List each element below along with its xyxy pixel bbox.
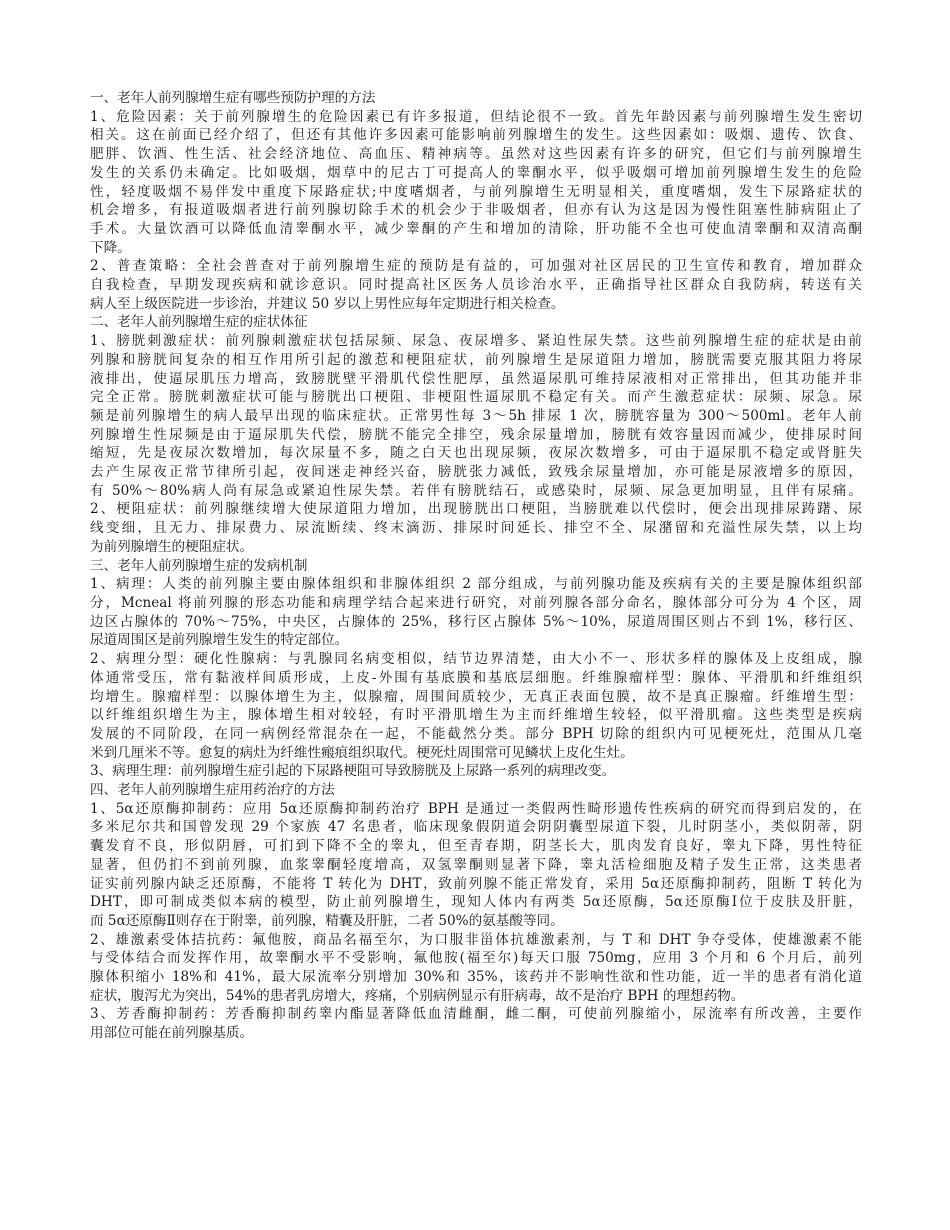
text-line: 性，轻度吸烟不易伴发中重度下尿路症状;中度嗜烟者，与前列腺增生无明显相关，重度嗜烟，发生下尿路症状的 [90, 183, 862, 200]
text-line: DHT，即可制成类似本病的模型，防止前列腺增生，现知人体内有两类 5α还原酶，5α还原酶Ⅰ位于皮肤及肝脏， [90, 894, 862, 911]
text-line: 用部位可能在前列腺基质。 [90, 1025, 254, 1042]
text-line: 线变细，且无力、排尿费力、尿流断续、终末滴沥、排尿时间延长、排空不全、尿潴留和充溢性尿失禁，以上均 [90, 520, 862, 537]
text-line: 发生的关系仍未确定。比如吸烟，烟草中的尼古丁可提高人的睾酮水平，似乎吸烟可增加前列腺增生发生的危险 [90, 164, 862, 181]
text-line: 2、雄激素受体拮抗药：氟他胺，商品名福至尔，为口服非甾体抗雄激素剂，与 T 和 DHT 争夺受体，使雄激素不能 [90, 931, 862, 948]
text-line: 有 50%～80%病人尚有尿急或紧迫性尿失禁。若伴有膀胱结石，或感染时，尿频、尿急更加明显，且伴有尿痛。 [90, 482, 862, 499]
text-line: 以纤维组织增生为主，腺体增生相对较轻，有时平滑肌增生为主而纤维增生较轻，似平滑肌瘤。这些类型是疾病 [90, 707, 862, 724]
text-line: 2、普查策略：全社会普查对于前列腺增生症的预防是有益的，可加强对社区居民的卫生宣传和教育，增加群众 [90, 258, 862, 275]
text-line: 1、病理：人类的前列腺主要由腺体组织和非腺体组织 2 部分组成，与前列腺功能及疾病有关的主要是腺体组织部 [90, 576, 862, 593]
text-line: 2、梗阻症状：前列腺继续增大使尿道阻力增加，出现膀胱出口梗阻，当膀胱难以代偿时，便会出现排尿踌躇、尿 [90, 501, 862, 518]
text-line: 四、老年人前列腺增生症用药治疗的方法 [90, 782, 335, 799]
text-line: 而 5α还原酶Ⅱ则存在于附睾，前列腺，精囊及肝脏，二者 50%的氨基酸等同。 [90, 912, 564, 929]
text-line: 均增生。腺瘤样型：以腺体增生为主，似腺瘤，周围间质较少，无真正表面包膜，故不是真正腺瘤。纤维增生型： [90, 688, 862, 705]
text-line: 缩短，先是夜尿次数增加，每次尿量不多，随之白天也出现尿频，夜尿次数增多，可由于逼尿肌不稳定或肾脏失 [90, 445, 862, 462]
text-line: 二、老年人前列腺增生症的症状体征 [90, 314, 308, 331]
text-line: 2、病理分型：硬化性腺病：与乳腺同名病变相似，结节边界清楚，由大小不一、形状多样的腺体及上皮组成，腺 [90, 651, 862, 668]
document-body [90, 89, 862, 1043]
text-line: 液排出，使逼尿肌压力增高，致膀胱壁平滑肌代偿性肥厚，虽然逼尿肌可维持尿液相对正常排出，但其功能并非 [90, 370, 862, 387]
text-line: 列腺增生性尿频是由于逼尿肌失代偿，膀胱不能完全排空，残余尿量增加，膀胱有效容量因而减少，使排尿时间 [90, 426, 862, 443]
text-line: 1、5α还原酶抑制药：应用 5α还原酶抑制药治疗 BPH 是通过一类假两性畸形遗传性疾病的研究而得到启发的，在 [90, 800, 862, 817]
text-line: 尿道周围区是前列腺增生发生的特定部位。 [90, 632, 349, 649]
text-line: 3、病理生理：前列腺增生症引起的下尿路梗阻可导致膀胱及上尿路一系列的病理改变。 [90, 763, 616, 780]
text-line: 体通常受压，常有黏液样间质形成，上皮-外围有基底膜和基底层细胞。纤维腺瘤样型：腺体、平滑肌和纤维组织 [90, 669, 862, 686]
text-line: 肥胖、饮酒、性生活、社会经济地位、高血压、精神病等。虽然对这些因素有许多的研究，但它们与前列腺增生 [90, 146, 862, 163]
text-line: 显著，但仍扪不到前列腺，血浆睾酮轻度增高，双氢睾酮则显著下降，睾丸活检细胞及精子发生正常，这类患者 [90, 856, 862, 873]
text-line: 下降。 [90, 239, 131, 256]
text-line: 相关。这在前面已经介绍了，但还有其他许多因素可能影响前列腺增生的发生。这些因素如：吸烟、遗传、饮食、 [90, 127, 862, 144]
text-line: 米到几厘米不等。愈复的病灶为纤维性瘢痕组织取代。梗死灶周围常可见鳞状上皮化生灶。 [90, 744, 634, 761]
text-line: 与受体结合而发挥作用，故睾酮水平不受影响，氟他胺(福至尔)每天口服 750mg，应用 3 个月和 6 个月后，前列 [90, 950, 862, 967]
text-line: 为前列腺增生的梗阻症状。 [90, 538, 254, 555]
text-line: 手术。大量饮酒可以降低血清睾酮水平，减少睾酮的产生和增加的清除，肝功能不全也可使血清睾酮和双清高酮 [90, 220, 862, 237]
text-line: 完全正常。膀胱刺激症状可能与膀胱出口梗阻、非梗阻性逼尿肌不稳定有关。而产生激惹症状：尿频、尿急。尿 [90, 389, 862, 406]
text-line: 自我检查，早期发现疾病和就诊意识。同时提高社区医务人员诊治水平，正确指导社区群众自我防病，转送有关 [90, 277, 862, 294]
text-line: 发展的不同阶段，在同一病例经常混杂在一起，不能截然分类。部分 BPH 切除的组织内可见梗死灶，范围从几毫 [90, 725, 862, 742]
text-line: 病人至上级医院进一步诊治，并建议 50 岁以上男性应每年定期进行相关检查。 [90, 295, 565, 312]
text-line: 3、芳香酶抑制药：芳香酶抑制药睾内酯显著降低血清雌酮，雌二酮，可使前列腺缩小，尿流率有所改善，主要作 [90, 1006, 862, 1023]
text-line: 分，Mcneal 将前列腺的形态功能和病理学结合起来进行研究，对前列腺各部分命名，腺体部分可分为 4 个区，周 [90, 594, 862, 611]
text-line: 三、老年人前列腺增生症的发病机制 [90, 557, 308, 574]
text-line: 列腺和膀胱间复杂的相互作用所引起的激惹和梗阻症状，前列腺增生是尿道阻力增加，膀胱需要克服其阻力将尿 [90, 351, 862, 368]
text-line: 边区占腺体的 70%～75%，中央区，占腺体的 25%，移行区占腺体 5%～10%，尿道周围区则占不到 1%，移行区、 [90, 613, 862, 630]
text-line: 症状，腹泻尤为突出，54%的患者乳房增大，疼痛，个别病例显示有肝病毒，故不是治疗 BPH 的理想药物。 [90, 987, 745, 1004]
text-line: 机会增多，有报道吸烟者进行前列腺切除手术的机会少于非吸烟者，但亦有认为这是因为慢性阻塞性肺病阻止了 [90, 202, 862, 219]
text-line: 多米尼尔共和国曾发现 29 个家族 47 名患者，临床现象假阴道会阴阴囊型尿道下裂，儿时阴茎小，类似阴蒂，阴 [90, 819, 862, 836]
text-line: 1、膀胱刺激症状：前列腺刺激症状包括尿频、尿急、夜尿增多、紧迫性尿失禁。这些前列腺增生症的症状是由前 [90, 333, 862, 350]
text-line: 证实前列腺内缺乏还原酶，不能将 T 转化为 DHT，致前列腺不能正常发育，采用 5α还原酶抑制药，阻断 T 转化为 [90, 875, 862, 892]
text-line: 囊发育不良，形似阴唇，可扪到下降不全的睾丸，但至青春期，阴茎长大，肌肉发育良好，睾丸下降，男性特征 [90, 838, 862, 855]
text-line: 一、老年人前列腺增生症有哪些预防护理的方法 [90, 90, 376, 106]
text-line: 腺体积缩小 18%和 41%，最大尿流率分别增加 30%和 35%，该药并不影响性欲和性功能，近一半的患者有消化道 [90, 969, 862, 986]
text-line: 频是前列腺增生的病人最早出现的临床症状。正常男性每 3～5h 排尿 1 次，膀胱容量为 300～500ml。老年人前 [90, 407, 862, 424]
text-line: 去产生尿夜正常节律所引起，夜间迷走神经兴奋，膀胱张力减低，致残余尿量增加，亦可能是尿液增多的原因， [90, 464, 862, 481]
text-line: 1、危险因素：关于前列腺增生的危险因素已有许多报道，但结论很不一致。首先年龄因素与前列腺增生发生密切 [90, 108, 862, 125]
